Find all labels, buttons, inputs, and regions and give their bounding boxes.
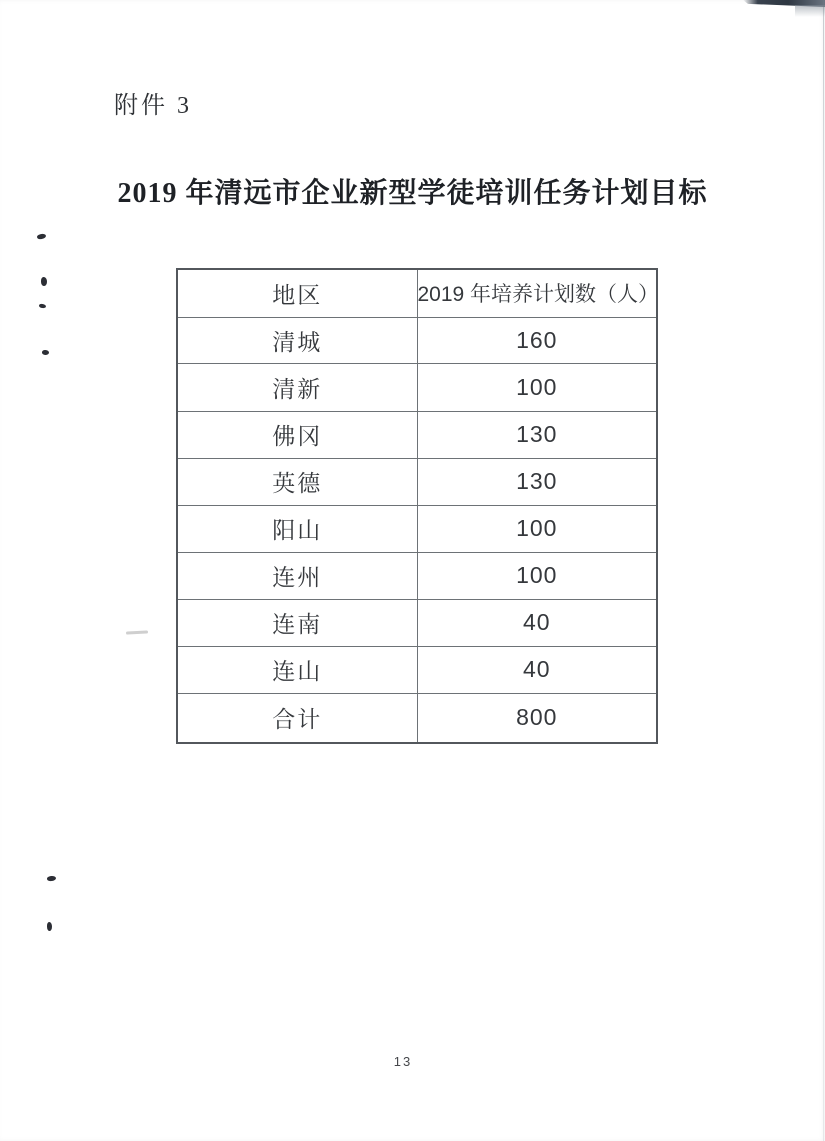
table-row — [177, 552, 657, 599]
scan-speck — [37, 233, 47, 240]
value-cell: 100 — [417, 363, 657, 411]
value-cell: 130 — [417, 458, 657, 505]
table-row — [177, 411, 657, 458]
scan-smudge — [126, 630, 148, 634]
scan-speck — [39, 304, 46, 309]
value-cell: 100 — [417, 505, 657, 552]
region-cell: 英德 — [177, 458, 417, 505]
region-cell: 连南 — [177, 599, 417, 646]
table-row — [177, 458, 657, 505]
region-cell: 连州 — [177, 552, 417, 599]
region-cell: 连山 — [177, 646, 417, 693]
scan-edge-line — [823, 0, 824, 1141]
region-cell: 合计 — [177, 693, 417, 743]
scan-corner-artifact-soft — [795, 5, 825, 17]
value-cell: 130 — [417, 411, 657, 458]
region-cell: 阳山 — [177, 505, 417, 552]
plan-table — [176, 268, 658, 744]
table-header-region: 地区 — [177, 269, 417, 317]
scan-speck — [41, 277, 47, 286]
table-row — [177, 646, 657, 693]
scan-speck — [42, 350, 49, 355]
region-cell: 清新 — [177, 363, 417, 411]
attachment-label: 附件 3 — [114, 93, 192, 119]
region-cell: 清城 — [177, 317, 417, 363]
value-cell: 800 — [417, 693, 657, 743]
table-row — [177, 317, 657, 363]
table-header-row — [177, 269, 657, 317]
table-row — [177, 363, 657, 411]
table-row — [177, 505, 657, 552]
scan-speck — [47, 875, 57, 881]
table-row — [177, 599, 657, 646]
value-cell: 40 — [417, 646, 657, 693]
document-title: 2019 年清远市企业新型学徒培训任务计划目标 — [117, 178, 708, 209]
value-cell: 160 — [417, 317, 657, 363]
page-number: 13 — [393, 1054, 413, 1069]
value-cell: 40 — [417, 599, 657, 646]
scan-speck — [47, 922, 52, 931]
table-total-row — [177, 693, 657, 743]
region-cell: 佛冈 — [177, 411, 417, 458]
value-cell: 100 — [417, 552, 657, 599]
table-header-plan: 2019 年培养计划数（人） — [417, 269, 657, 317]
